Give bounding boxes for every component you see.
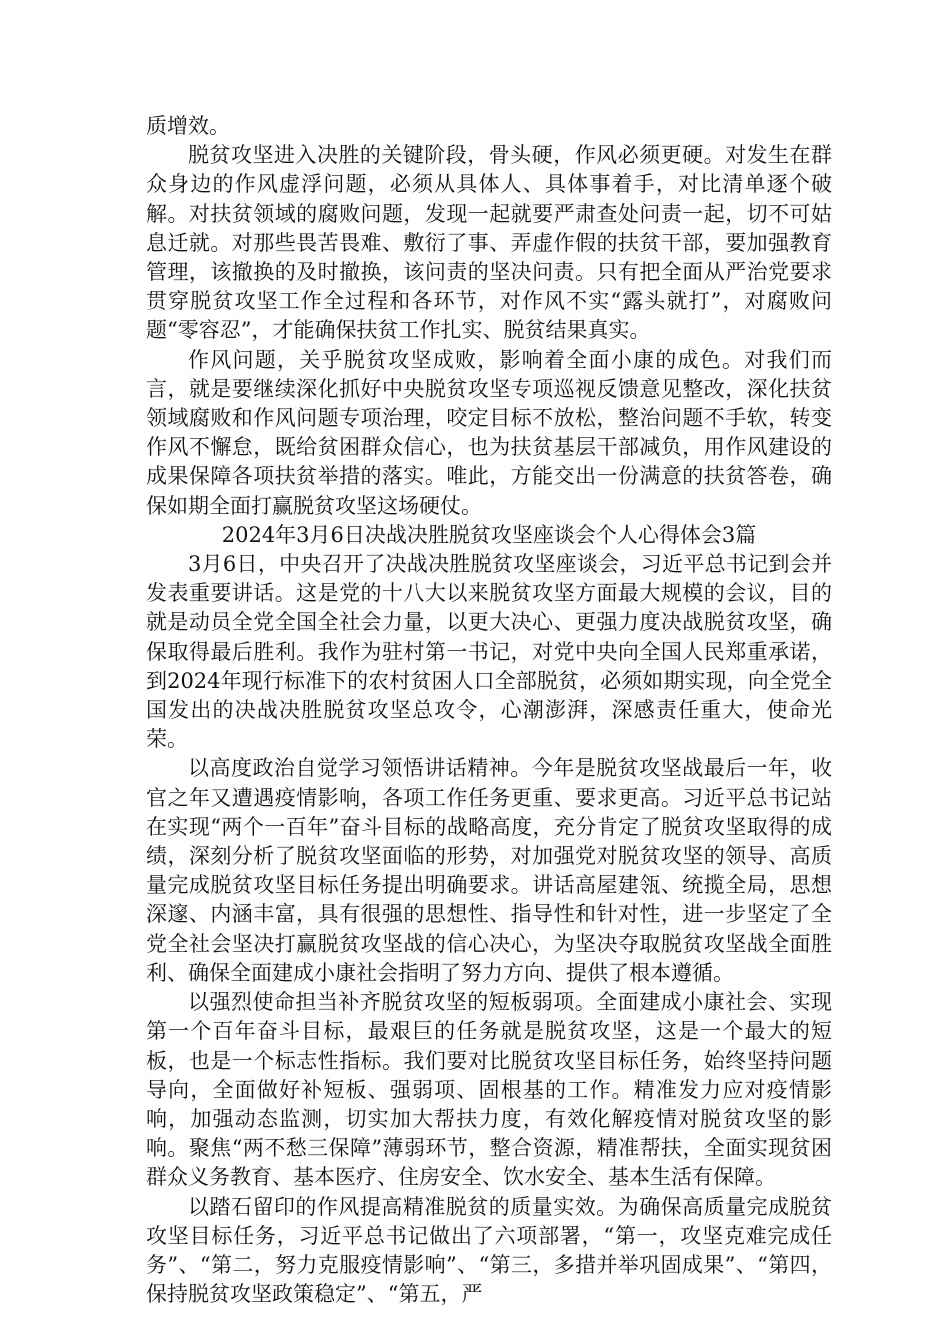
paragraph-continuation: 质增效。 bbox=[146, 114, 230, 138]
paragraph-meeting-intro: 3月6日，中央召开了决战决胜脱贫攻坚座谈会，习近平总书记到会并发表重要讲话。这是党的十八大以来脱贫攻坚方面最大规模的会议，目的就是动员全党全国全社会力量，以更大决心、更强力度决战脱贫攻坚，确保取得最后胜利。我作为驻村第一书记，对党中央向全国人民郑重承诺，到2024年现行标准下的农村贫困人口全部脱贫，必须如期实现，向全党全国发出的决战决胜脱贫攻坚总攻令，心潮澎湃，深感责任重大，使命光荣。 bbox=[146, 552, 832, 752]
paragraph-short-boards: 以强烈使命担当补齐脱贫攻坚的短板弱项。全面建成小康社会、实现第一个百年奋斗目标，最艰巨的任务就是脱贫攻坚，这是一个最大的短板，也是一个标志性指标。我们要对比脱贫攻坚目标任务，始终坚持问题导向，全面做好补短板、强弱项、固根基的工作。精准发力应对疫情影响，加强动态监测，切实加大帮扶力度，有效化解疫情对脱贫攻坚的影响。聚焦“两不愁三保障”薄弱环节，整合资源，精准帮扶，全面实现贫困群众义务教育、基本医疗、住房安全、饮水安全、基本生活有保障。 bbox=[146, 990, 832, 1190]
section-title: 2024年3月6日决战决胜脱贫攻坚座谈会个人心得体会3篇 bbox=[221, 522, 757, 547]
paragraph-work-style-conclusion: 作风问题，关乎脱贫攻坚成败，影响着全面小康的成色。对我们而言，就是要继续深化抓好中央脱贫攻坚专项巡视反馈意见整改，深化扶贫领域腐败和作风问题专项治理，咬定目标不放松，整治问题不手软，转变作风不懈怠，既给贫困群众信心，也为扶贫基层干部减负，用作风建设的成果保障各项扶贫举措的落实。唯此，方能交出一份满意的扶贫答卷，确保如期全面打赢脱贫攻坚这场硬仗。 bbox=[146, 347, 832, 518]
paragraph-political-awareness: 以高度政治自觉学习领悟讲话精神。今年是脱贫攻坚战最后一年，收官之年又遭遇疫情影响，各项工作任务更重、要求更高。习近平总书记站在实现“两个一百年”奋斗目标的战略高度，充分肯定了脱贫攻坚取得的成绩，深刻分析了脱贫攻坚面临的形势，对加强党对脱贫攻坚的领导、高质量完成脱贫攻坚目标任务提出明确要求。讲话高屋建瓴、统揽全局，思想深邃、内涵丰富，具有很强的思想性、指导性和针对性，进一步坚定了全党全社会坚决打赢脱贫攻坚战的信心决心，为坚决夺取脱贫攻坚战全面胜利、确保全面建成小康社会指明了努力方向、提供了根本遵循。 bbox=[146, 756, 832, 985]
paragraph-work-style: 脱贫攻坚进入决胜的关键阶段，骨头硬，作风必须更硬。对发生在群众身边的作风虚浮问题，必须从具体人、具体事着手，对比清单逐个破解。对扶贫领域的腐败问题，发现一起就要严肃查处问责一起，切不可姑息迁就。对那些畏苦畏难、敷衍了事、弄虚作假的扶贫干部，要加强教育管理，该撤换的及时撤换，该问责的坚决问责。只有把全面从严治党要求贯穿脱贫攻坚工作全过程和各环节，对作风不实“露头就打”，对腐败问题“零容忍”，才能确保扶贫工作扎实、脱贫结果真实。 bbox=[146, 143, 832, 343]
document-body bbox=[146, 112, 832, 1309]
paragraph-quality-results: 以踏石留印的作风提高精准脱贫的质量实效。为确保高质量完成脱贫攻坚目标任务，习近平总书记做出了六项部署，“第一，攻坚克难完成任务”、“第二，努力克服疫情影响”、“第三，多措并举巩固成果”、“第四，保持脱贫攻坚政策稳定”、“第五，严 bbox=[146, 1194, 832, 1307]
